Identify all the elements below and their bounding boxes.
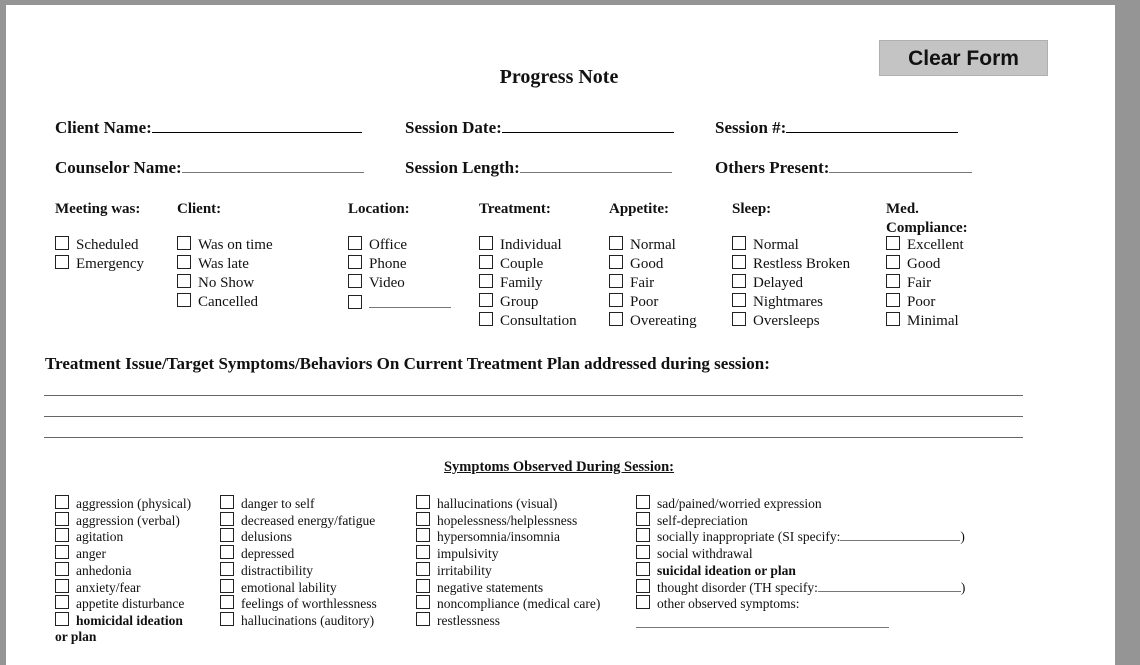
checkbox-option[interactable] [886,274,931,293]
symptom-label: delusions [241,529,293,545]
symptom-label: appetite disturbance [76,596,185,612]
checkbox[interactable] [55,512,69,526]
checkbox-option[interactable] [348,293,451,312]
symptom-item[interactable] [55,495,191,512]
symptom-item[interactable] [416,562,492,579]
option-label: Was on time [198,237,273,253]
option-label: Was late [198,256,249,272]
checkbox-option[interactable] [886,293,935,312]
checkbox-option[interactable] [886,236,964,255]
checkbox-option[interactable] [177,293,258,312]
symptom-label: self-depreciation [657,512,748,528]
checkbox-option[interactable] [479,255,543,274]
option-label: Individual [500,237,562,253]
checkbox-option[interactable] [348,255,407,274]
symptom-label: thought disorder (TH specify: [657,579,818,595]
symptom-item[interactable] [636,579,965,596]
option-label: Overeating [630,313,697,329]
other-location-input[interactable] [369,293,451,308]
symptom-item[interactable] [55,612,183,629]
option-label: Cancelled [198,294,258,310]
checkbox-option[interactable] [609,312,697,331]
specify-input[interactable] [818,580,961,592]
field-input[interactable] [152,118,362,133]
checkbox[interactable] [55,255,69,269]
checkbox[interactable] [732,236,746,250]
symptom-label: feelings of worthlessness [241,596,377,612]
symptom-label: agitation [76,529,124,545]
symptom-label: anhedonia [76,562,132,578]
checkbox[interactable] [636,545,650,559]
symptom-item[interactable] [55,512,180,529]
checkbox[interactable] [886,255,900,269]
option-label: Emergency [76,256,145,272]
symptom-label: hallucinations (visual) [437,496,558,511]
symptom-item[interactable] [636,528,965,545]
checkbox-option[interactable] [732,312,820,331]
symptom-item[interactable] [636,562,796,579]
field-label: Others Present: [715,158,830,177]
field-input[interactable] [829,158,972,173]
symptom-label: emotional lability [241,579,337,595]
checkbox[interactable] [348,274,362,288]
checkbox[interactable] [55,528,69,542]
checkbox[interactable] [609,312,623,326]
symptom-label: anger [76,546,106,562]
checkbox[interactable] [636,528,650,542]
checkbox[interactable] [886,312,900,326]
symptom-item[interactable] [416,595,600,612]
checkbox[interactable] [55,612,69,626]
symptom-item[interactable] [55,528,123,545]
option-label: Family [500,275,543,291]
group-header-5: Sleep: [732,201,772,217]
checkbox[interactable] [416,512,430,526]
checkbox[interactable] [609,255,623,269]
checkbox[interactable] [609,236,623,250]
field-input[interactable] [502,118,674,133]
option-label: Oversleeps [753,313,820,329]
field-label: Counselor Name: [55,158,182,177]
checkbox[interactable] [55,236,69,250]
option-label: Poor [907,294,936,310]
checkbox-option[interactable] [479,236,562,255]
checkbox[interactable] [416,595,430,609]
option-label: Good [630,256,664,272]
symptom-item[interactable] [220,528,292,545]
checkbox[interactable] [416,495,430,509]
symptom-label: other observed symptoms: [657,596,800,612]
symptom-label: distractibility [241,562,313,578]
checkbox-option[interactable] [177,236,273,255]
checkbox-option[interactable] [732,255,850,274]
checkbox[interactable] [886,274,900,288]
symptom-label: sad/pained/worried expression [657,496,822,511]
symptom-label: negative statements [437,579,544,595]
checkbox[interactable] [416,528,430,542]
checkbox[interactable] [636,579,650,593]
field-input[interactable] [182,158,364,173]
homicidal-continuation: or plan [55,629,97,644]
option-label: Consultation [500,313,577,329]
checkbox[interactable] [636,495,650,509]
treatment-issue-line-2[interactable] [44,416,1023,417]
symptom-label: social withdrawal [657,546,753,562]
checkbox-option[interactable] [479,293,538,312]
option-label: Video [369,275,405,291]
checkbox[interactable] [636,562,650,576]
symptom-label: danger to self [241,496,315,511]
group-header-6: Med. Compliance: [886,201,968,236]
checkbox[interactable] [732,274,746,288]
checkbox[interactable] [220,562,234,576]
symptom-item[interactable] [416,612,500,629]
symptom-label: aggression (verbal) [76,512,180,528]
symptom-label: decreased energy/fatigue [241,512,376,528]
symptom-label: suicidal ideation or plan [657,562,796,578]
option-label: Scheduled [76,237,139,253]
checkbox[interactable] [55,562,69,576]
checkbox[interactable] [177,293,191,307]
checkbox-option[interactable] [55,255,144,274]
treatment-issue-line-1[interactable] [44,395,1023,396]
symptom-label: socially inappropriate (SI specify: [657,529,841,545]
treatment-issue-label: Treatment Issue/Target Symptoms/Behaviors On Current Treatment Plan addressed during session: [45,354,770,373]
symptom-item[interactable] [416,545,499,562]
checkbox[interactable] [55,545,69,559]
checkbox[interactable] [220,612,234,626]
option-label: Poor [630,294,659,310]
checkbox-option[interactable] [732,236,799,255]
symptom-label: hypersomnia/insomnia [437,529,560,545]
field-label: Client Name: [55,118,152,137]
checkbox-option[interactable] [348,236,407,255]
checkbox-option[interactable] [609,236,676,255]
symptom-label: hopelessness/helplessness [437,512,578,528]
symptom-item[interactable] [416,512,577,529]
checkbox[interactable] [609,293,623,307]
field-label: Session Length: [405,158,520,177]
checkbox[interactable] [220,512,234,526]
symptom-item[interactable] [220,612,374,629]
checkbox[interactable] [220,595,234,609]
checkbox[interactable] [479,255,493,269]
symptom-label: hallucinations (auditory) [241,612,375,628]
symptom-label: aggression (physical) [76,496,192,511]
group-header-1: Client: [177,201,222,217]
specify-input[interactable] [840,529,960,541]
group-header-2: Location: [348,201,410,217]
checkbox[interactable] [732,255,746,269]
checkbox-option[interactable] [479,274,543,293]
symptom-item[interactable] [220,512,375,529]
symptom-label: anxiety/fear [76,579,141,595]
checkbox-option[interactable] [348,274,405,293]
checkbox[interactable] [220,528,234,542]
field-input[interactable] [520,158,672,173]
checkbox[interactable] [886,293,900,307]
checkbox[interactable] [416,579,430,593]
symptom-label: restlessness [437,612,500,628]
checkbox-option[interactable] [886,312,959,331]
symptom-label: impulsivity [437,546,499,562]
option-label: Phone [369,256,407,272]
symptom-item[interactable] [416,528,560,545]
checkbox[interactable] [609,274,623,288]
option-label: Good [907,256,941,272]
checkbox[interactable] [177,274,191,288]
close-paren: ) [960,579,966,595]
checkbox-option[interactable] [177,274,254,293]
checkbox[interactable] [479,274,493,288]
symptom-item[interactable] [416,579,543,596]
checkbox-option[interactable] [609,293,658,312]
checkbox[interactable] [177,236,191,250]
form-page [6,5,1115,665]
symptom-item[interactable] [55,562,131,579]
checkbox[interactable] [479,236,493,250]
option-label: Excellent [907,237,964,253]
option-label: Group [500,294,539,310]
checkbox[interactable] [348,295,362,309]
option-label: Minimal [907,313,959,329]
option-label: Office [369,237,408,253]
symptom-item[interactable] [220,595,377,612]
symptom-item[interactable] [636,545,753,562]
checkbox[interactable] [636,595,650,609]
checkbox[interactable] [416,545,430,559]
option-label: Couple [500,256,544,272]
option-label: Restless Broken [753,256,851,272]
field-4 [405,158,672,178]
symptom-item[interactable] [416,495,557,512]
symptom-item[interactable] [636,595,799,612]
page-title: Progress Note [499,66,619,88]
symptom-item[interactable] [220,579,337,596]
treatment-issue-line-3[interactable] [44,437,1023,438]
checkbox[interactable] [220,495,234,509]
field-3 [55,158,364,178]
checkbox[interactable] [177,255,191,269]
checkbox-option[interactable] [55,236,138,255]
symptoms-title: Symptoms Observed During Session: [443,459,674,475]
checkbox[interactable] [55,579,69,593]
checkbox-option[interactable] [479,312,577,331]
symptom-label: depressed [241,546,295,562]
symptom-item[interactable] [55,595,184,612]
option-label: No Show [198,275,255,291]
symptom-item[interactable] [636,495,822,512]
checkbox-option[interactable] [609,274,654,293]
checkbox[interactable] [732,312,746,326]
symptom-item[interactable] [55,579,140,596]
field-0 [55,118,362,138]
checkbox[interactable] [479,312,493,326]
checkbox[interactable] [416,562,430,576]
field-label: Session Date: [405,118,502,137]
checkbox[interactable] [636,512,650,526]
symptom-label: homicidal ideation [76,612,183,628]
option-label: Nightmares [753,294,823,310]
checkbox-option[interactable] [732,274,803,293]
group-header-0: Meeting was: [55,201,141,217]
close-paren: ) [960,529,965,545]
option-label: Fair [630,275,655,291]
option-label: Normal [753,237,799,253]
symptom-item[interactable] [220,545,294,562]
field-1 [405,118,674,138]
checkbox[interactable] [55,495,69,509]
field-input[interactable] [786,118,958,133]
symptom-label: noncompliance (medical care) [437,596,601,612]
checkbox[interactable] [55,595,69,609]
checkbox-option[interactable] [609,255,663,274]
other-symptoms-line[interactable] [636,627,889,628]
symptom-item[interactable] [55,545,106,562]
checkbox[interactable] [348,236,362,250]
symptom-item[interactable] [220,562,313,579]
option-label: Normal [630,237,676,253]
checkbox[interactable] [220,579,234,593]
field-5 [715,158,972,178]
checkbox[interactable] [416,612,430,626]
checkbox[interactable] [886,236,900,250]
checkbox[interactable] [220,545,234,559]
symptom-item[interactable] [220,495,314,512]
checkbox-option[interactable] [732,293,823,312]
clear-form-button[interactable]: Clear Form [879,40,1048,76]
symptom-label: irritability [437,562,492,578]
symptom-item[interactable] [636,512,748,529]
field-label: Session #: [715,118,787,137]
checkbox[interactable] [732,293,746,307]
checkbox[interactable] [479,293,493,307]
group-header-3: Treatment: [479,201,551,217]
group-header-4: Appetite: [609,201,669,217]
checkbox-option[interactable] [886,255,940,274]
field-2 [715,118,958,138]
checkbox[interactable] [348,255,362,269]
option-label: Delayed [753,275,803,291]
checkbox-option[interactable] [177,255,249,274]
option-label: Fair [907,275,932,291]
